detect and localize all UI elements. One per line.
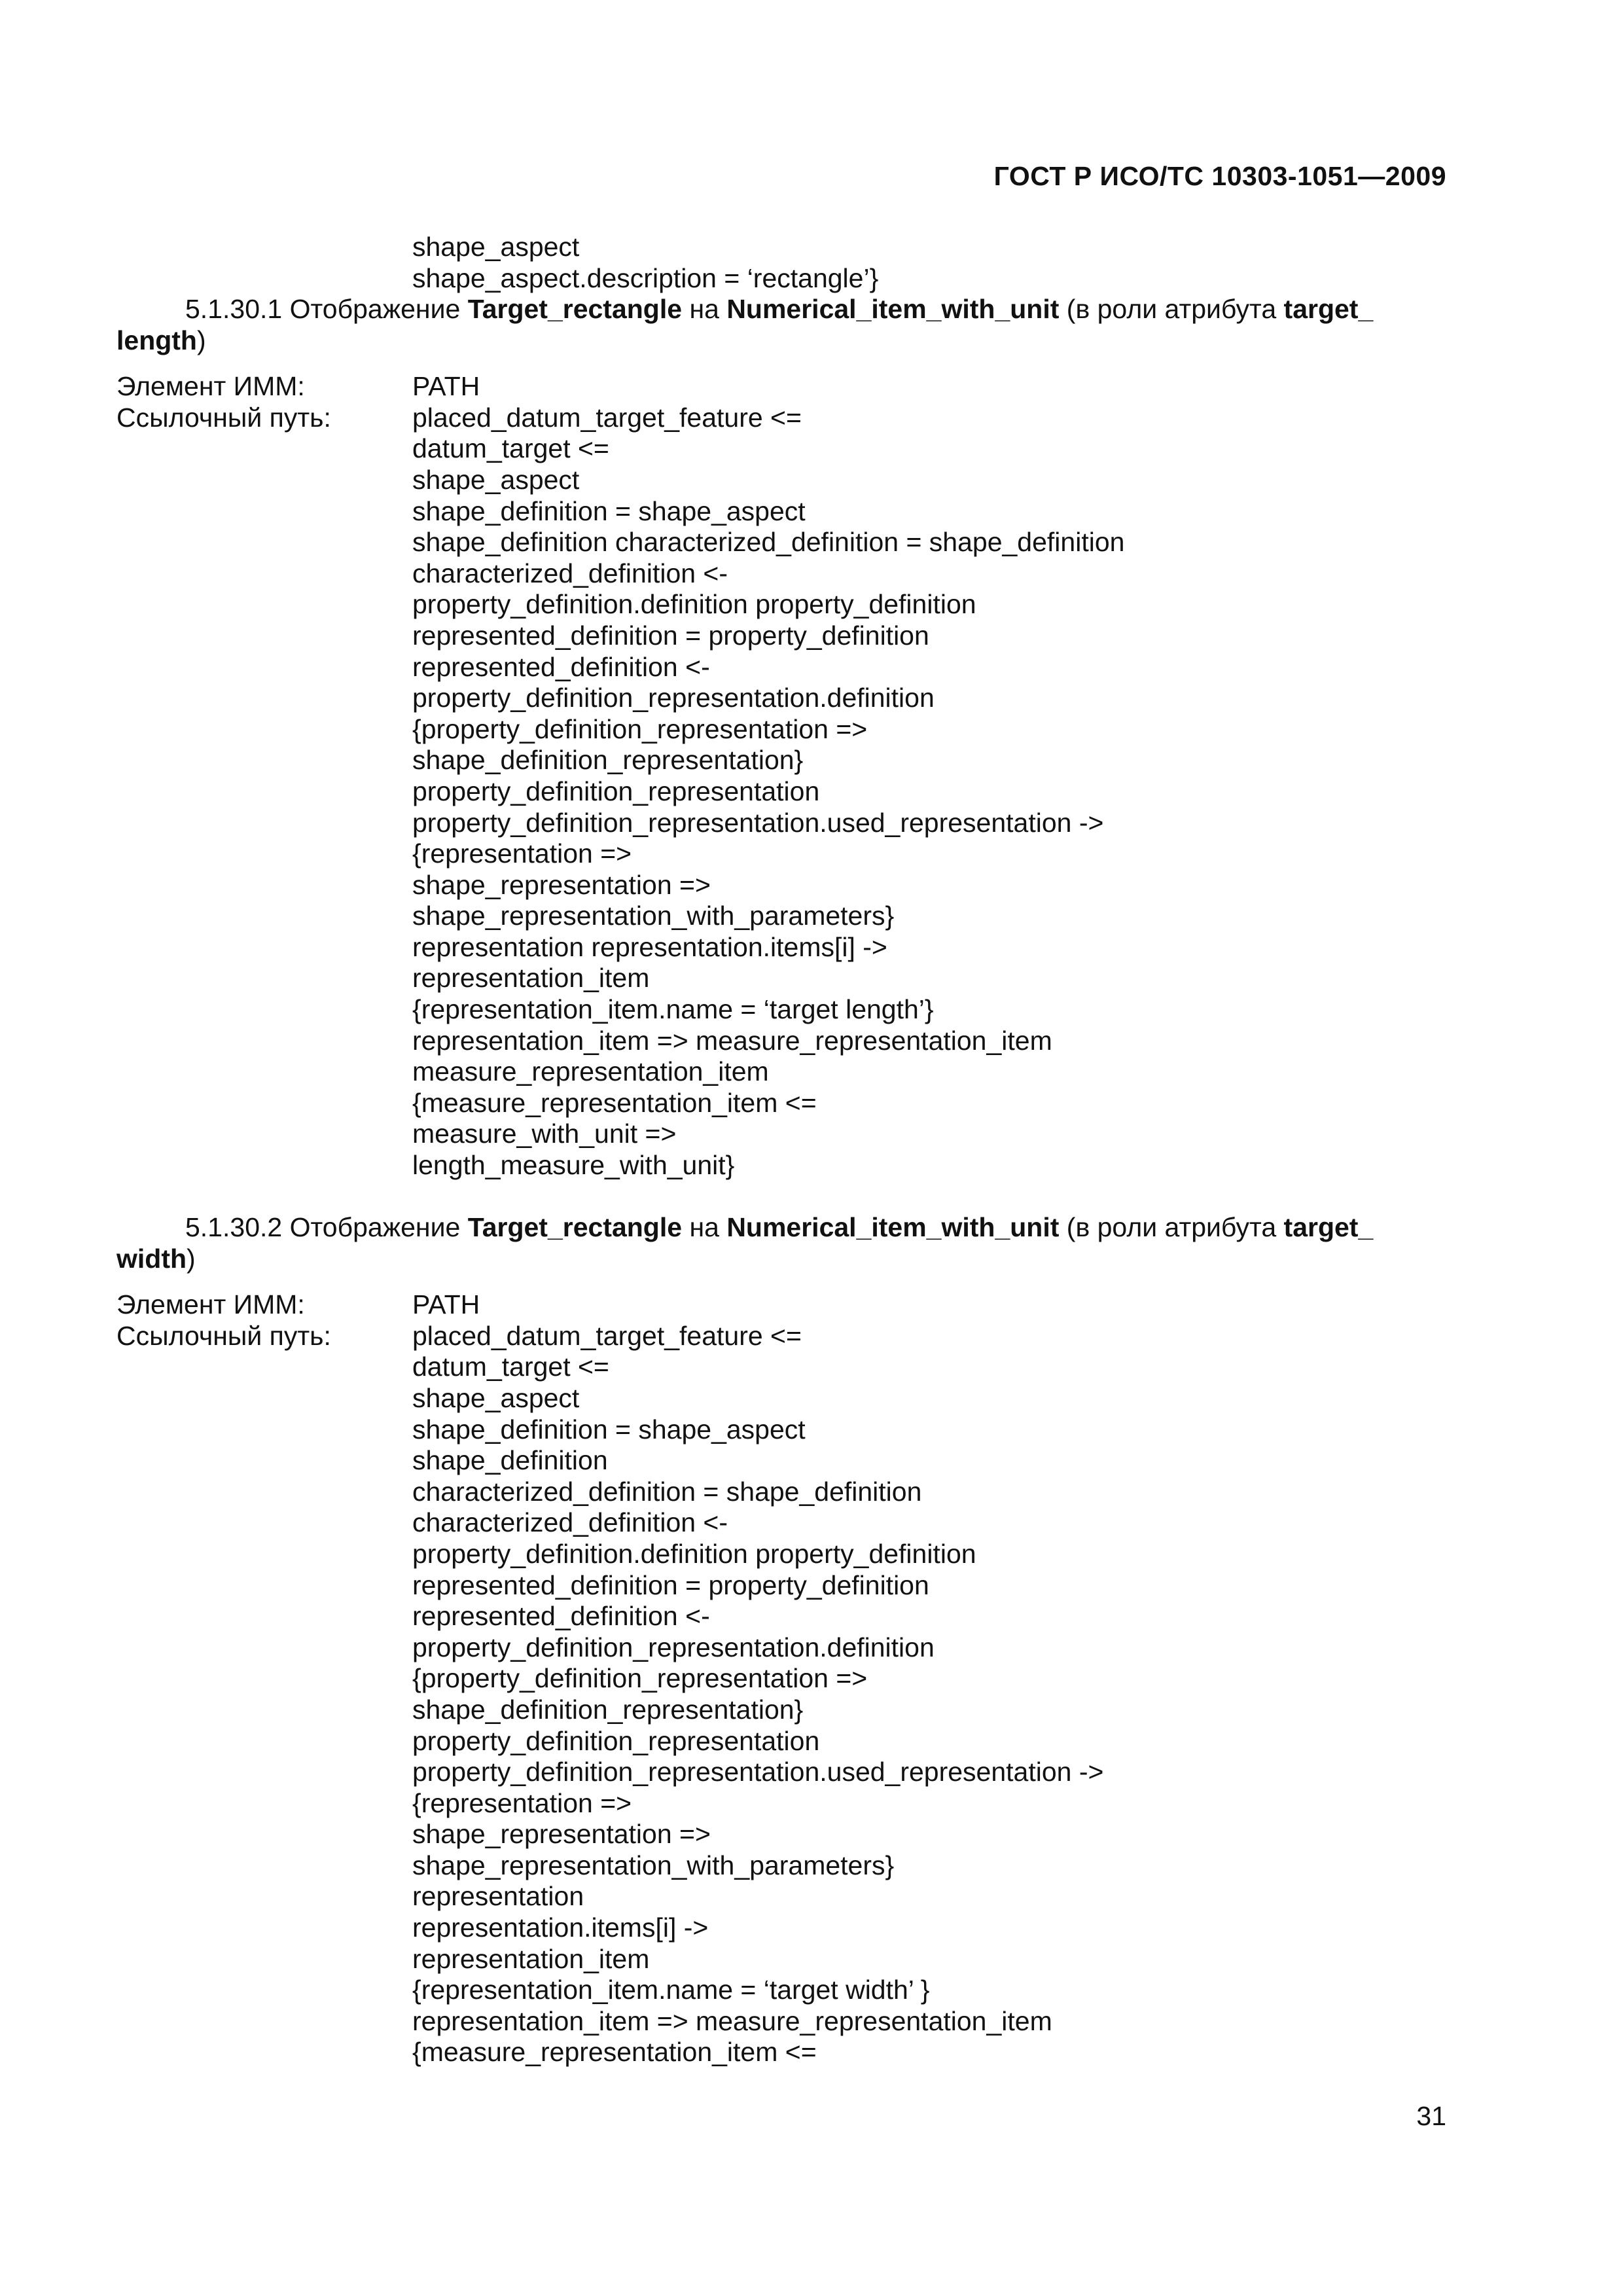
path-line: shape_definition_representation} xyxy=(412,1694,804,1725)
section-5-1-30-1 xyxy=(116,294,1420,1181)
document-header: ГОСТ Р ИСО/ТС 10303-1051—2009 xyxy=(993,161,1446,191)
path-line: represented_definition <- xyxy=(412,1601,710,1632)
attribute-name-part1: target_ xyxy=(1283,1212,1374,1242)
path-line: shape_definition characterized_definition = shape_definition xyxy=(412,527,1125,558)
target-entity: Numerical_item_with_unit xyxy=(726,294,1060,324)
section-heading xyxy=(116,1212,1420,1274)
attribute-name-part1: target_ xyxy=(1283,294,1374,324)
path-line: {property_definition_representation => xyxy=(412,713,868,744)
role-text: (в роли атрибута xyxy=(1066,1212,1277,1242)
imm-element-label: Элемент ИММ: xyxy=(116,371,305,402)
on-word: на xyxy=(689,1212,719,1242)
path-line: property_definition_representation xyxy=(412,776,820,806)
reference-path-label: Ссылочный путь: xyxy=(116,402,331,433)
path-line: represented_definition = property_definition xyxy=(412,620,929,651)
path-line: shape_aspect xyxy=(412,232,580,262)
path-line: representation.items[i] -> xyxy=(412,1912,709,1943)
path-line: representation representation.items[i] -> xyxy=(412,931,887,962)
mapping-word: Отображение xyxy=(289,294,461,324)
path-line: shape_definition_representation} xyxy=(412,745,804,776)
path-line: representation_item => measure_representation_item xyxy=(412,1025,1052,1056)
section-number: 5.1.30.1 xyxy=(185,294,283,324)
path-line: {representation_item.name = ‘target length’} xyxy=(412,994,934,1025)
reference-path-lines xyxy=(412,1352,1420,2068)
path-line: shape_aspect xyxy=(412,464,580,495)
path-line: measure_representation_item xyxy=(412,1056,769,1087)
reference-path-row xyxy=(116,1321,1420,1352)
close-paren: ) xyxy=(196,325,206,355)
imm-element-value: PATH xyxy=(412,371,480,402)
path-line: shape_definition xyxy=(412,1445,608,1476)
path-line: length_measure_with_unit} xyxy=(412,1150,735,1181)
path-line: represented_definition <- xyxy=(412,651,710,682)
path-line: property_definition_representation.definition xyxy=(412,1632,935,1662)
path-line: measure_with_unit => xyxy=(412,1119,677,1149)
on-word: на xyxy=(689,294,719,324)
page-number: 31 xyxy=(1416,2101,1446,2131)
attribute-name-part2: width xyxy=(116,1243,187,1274)
path-line: property_definition_representation.used_representation -> xyxy=(412,1757,1104,1787)
path-line: representation_item xyxy=(412,963,650,994)
path-line: datum_target <= xyxy=(412,1352,609,1382)
path-line: characterized_definition <- xyxy=(412,1507,728,1538)
path-line: property_definition_representation.definition xyxy=(412,683,935,713)
path-line: shape_aspect xyxy=(412,1382,580,1413)
reference-path-lines xyxy=(412,433,1420,1181)
path-line: shape_representation => xyxy=(412,869,711,900)
section-number: 5.1.30.2 xyxy=(185,1212,283,1242)
path-line: datum_target <= xyxy=(412,433,609,464)
path-line: characterized_definition = shape_definition xyxy=(412,1476,922,1507)
imm-element-label: Элемент ИММ: xyxy=(116,1289,305,1320)
path-line: {measure_representation_item <= xyxy=(412,1087,817,1118)
path-line: {measure_representation_item <= xyxy=(412,2037,817,2068)
path-line: property_definition.definition property_definition xyxy=(412,589,976,620)
path-line: shape_representation_with_parameters} xyxy=(412,901,895,931)
path-line: placed_datum_target_feature <= xyxy=(412,1320,802,1351)
path-line: placed_datum_target_feature <= xyxy=(412,402,802,433)
role-text: (в роли атрибута xyxy=(1066,294,1277,324)
path-line: shape_representation => xyxy=(412,1819,711,1850)
mapping-word: Отображение xyxy=(289,1212,461,1242)
path-line: property_definition_representation xyxy=(412,1725,820,1756)
continued-path-lines xyxy=(412,232,878,294)
close-paren: ) xyxy=(187,1243,196,1274)
attribute-name-part2: length xyxy=(116,325,197,355)
path-line: shape_definition = shape_aspect xyxy=(412,495,806,526)
path-line: representation xyxy=(412,1881,584,1912)
reference-path-label: Ссылочный путь: xyxy=(116,1320,331,1351)
imm-element-row xyxy=(116,1289,1420,1321)
path-line: {representation => xyxy=(412,838,632,869)
path-line: property_definition.definition property_definition xyxy=(412,1538,976,1569)
target-entity: Numerical_item_with_unit xyxy=(726,1212,1060,1242)
section-5-1-30-2 xyxy=(116,1212,1420,2068)
path-line: {representation_item.name = ‘target width’ } xyxy=(412,1975,930,2005)
path-line: shape_aspect.description = ‘rectangle’} xyxy=(412,262,879,293)
source-entity: Target_rectangle xyxy=(467,1212,683,1242)
path-line: characterized_definition <- xyxy=(412,558,728,588)
path-line: shape_definition = shape_aspect xyxy=(412,1414,806,1444)
path-line: {property_definition_representation => xyxy=(412,1663,868,1694)
imm-element-row xyxy=(116,371,1420,403)
path-line: representation_item => measure_representation_item xyxy=(412,2005,1052,2036)
path-line: property_definition_representation.used_representation -> xyxy=(412,807,1104,838)
path-line: {representation => xyxy=(412,1787,632,1818)
section-heading xyxy=(116,294,1420,356)
reference-path-row xyxy=(116,403,1420,434)
imm-element-value: PATH xyxy=(412,1289,480,1320)
path-line: represented_definition = property_definition xyxy=(412,1570,929,1600)
path-line: shape_representation_with_parameters} xyxy=(412,1850,895,1880)
path-line: representation_item xyxy=(412,1943,650,1974)
source-entity: Target_rectangle xyxy=(467,294,683,324)
